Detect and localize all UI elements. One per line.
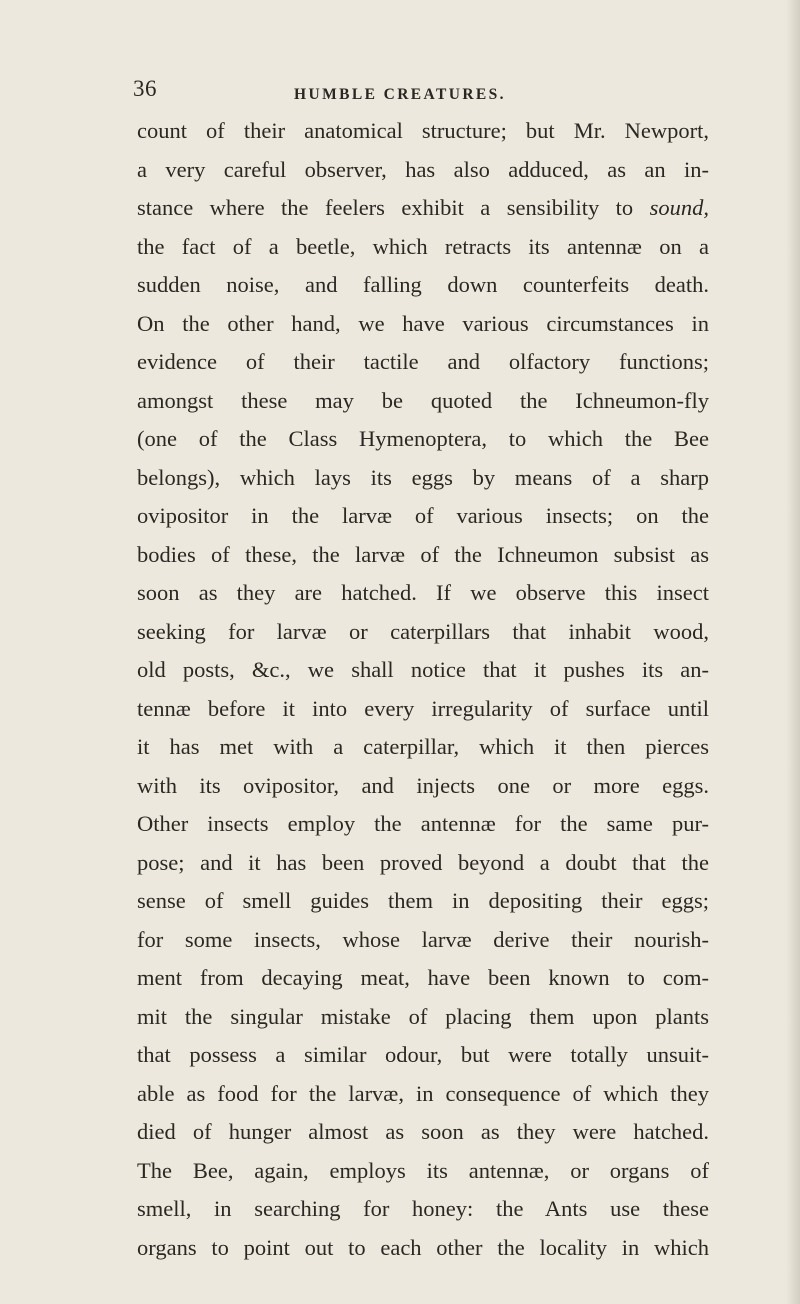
text-line: pose; and it has been proved beyond a doubt that the xyxy=(137,849,709,875)
text-line-roman: stance where the feelers exhibit a sensibility to xyxy=(137,195,650,220)
text-line: seeking for larvæ or caterpillars that inhabit wood, xyxy=(137,618,709,644)
running-head xyxy=(0,72,800,112)
text-line: smell, in searching for honey: the Ants use these xyxy=(137,1196,709,1221)
text-line: a very careful observer, has also adduced, as an in- xyxy=(137,156,709,182)
text-line: Other insects employ the antennæ for the same pur- xyxy=(137,811,709,836)
text-line: sense of smell guides them in depositing their eggs; xyxy=(137,888,709,913)
text-line: it has met with a caterpillar, which it then pierces xyxy=(137,734,709,759)
text-line: able as food for the larvæ, in consequence of which they xyxy=(137,1080,709,1106)
text-line: old posts, &c., we shall notice that it pushes its an- xyxy=(137,657,709,682)
text-line: bodies of these, the larvæ of the Ichneumon subsist as xyxy=(137,541,709,567)
page-number: 36 xyxy=(133,76,157,101)
text-line: belongs), which lays its eggs by means of a sharp xyxy=(137,464,709,490)
body-text xyxy=(137,112,709,1267)
text-line: the fact of a beetle, which retracts its antennæ on a xyxy=(137,233,709,259)
text-line: amongst these may be quoted the Ichneumon-fly xyxy=(137,387,709,413)
text-line: evidence of their tactile and olfactory functions; xyxy=(137,349,709,374)
text-line: The Bee, again, employs its antennæ, or organs of xyxy=(137,1157,709,1183)
text-line: that possess a similar odour, but were totally unsuit- xyxy=(137,1042,709,1067)
text-line: tennæ before it into every irregularity of surface until xyxy=(137,695,709,721)
page-edge-shadow xyxy=(786,0,800,1304)
text-line: count of their anatomical structure; but Mr. Newport, xyxy=(137,118,709,143)
text-line: for some insects, whose larvæ derive their nourish- xyxy=(137,926,709,952)
text-line: ovipositor in the larvæ of various insects; on the xyxy=(137,503,709,528)
text-line: mit the singular mistake of placing them upon plants xyxy=(137,1003,709,1029)
text-line: On the other hand, we have various circumstances in xyxy=(137,310,709,336)
text-line: with its ovipositor, and injects one or more eggs. xyxy=(137,772,709,798)
text-line: died of hunger almost as soon as they were hatched. xyxy=(137,1119,709,1144)
text-line: soon as they are hatched. If we observe this insect xyxy=(137,580,709,605)
running-title: HUMBLE CREATURES. xyxy=(294,86,506,103)
italic-word: sound, xyxy=(649,195,709,220)
text-line: organs to point out to each other the locality in which xyxy=(137,1234,709,1260)
text-line: ment from decaying meat, have been known to com- xyxy=(137,965,709,990)
text-line: sudden noise, and falling down counterfeits death. xyxy=(137,272,709,297)
text-line: (one of the Class Hymenoptera, to which the Bee xyxy=(137,426,709,451)
text-line xyxy=(137,189,709,228)
